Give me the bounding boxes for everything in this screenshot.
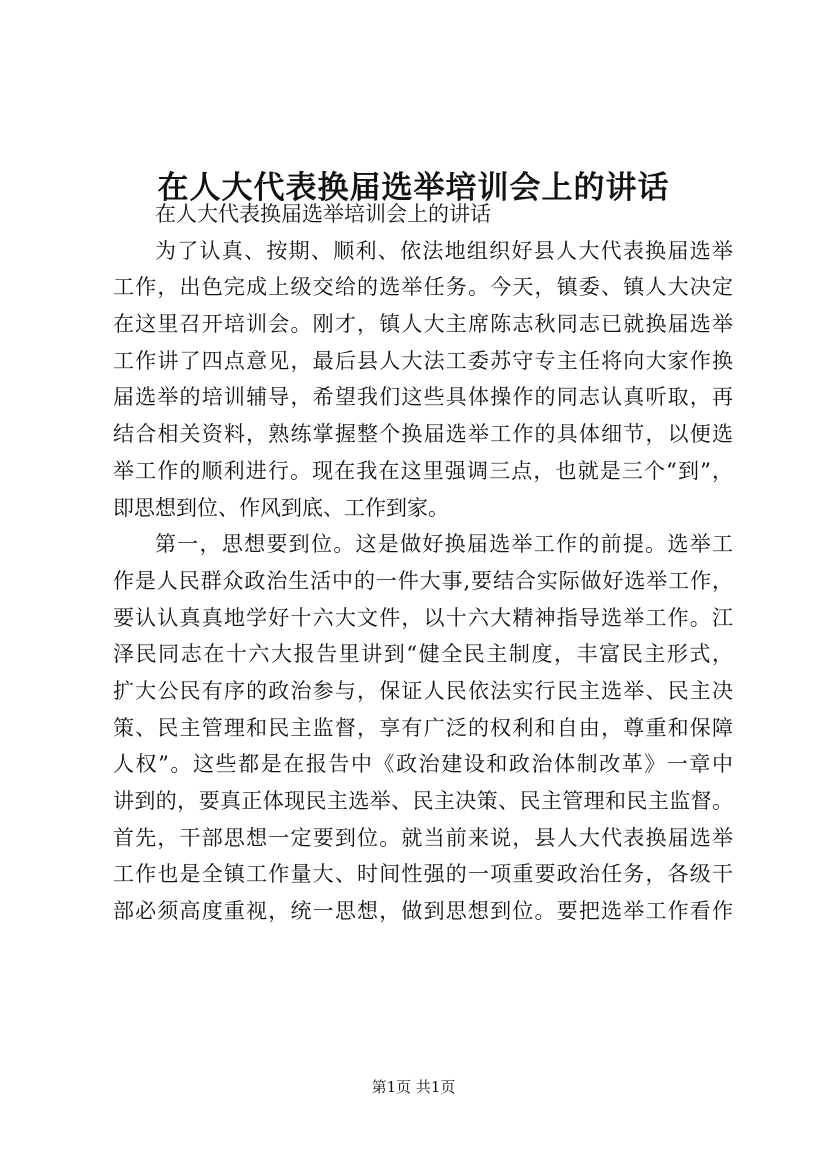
paragraph-line: 为了认真、按期、顺利、依法地组织好县人大代表换届选举 [155, 238, 733, 263]
paragraph-line: 工作，出色完成上级交给的选举任务。今天，镇委、镇人大决定 [113, 275, 733, 300]
page-title: 在人大代表换届选举培训会上的讲话 [157, 169, 670, 206]
paragraph-line: 首先，干部思想一定要到位。就当前来说，县人大代表换届选举 [113, 825, 733, 850]
paragraph-line: 工作也是全镇工作量大、时间性强的一项重要政治任务，各级干 [113, 862, 733, 887]
paragraph-line: 扩大公民有序的政治参与，保证人民依法实行民主选举、民主决 [113, 678, 733, 703]
document-body [113, 196, 733, 930]
paragraph-line: 讲到的，要真正体现民主选举、民主决策、民主管理和民主监督。 [113, 789, 733, 813]
paragraph-line: 第一，思想要到位。这是做好换届选举工作的前提。选举工 [155, 532, 733, 557]
paragraph-line: 泽民同志在十六大报告里讲到“健全民主制度，丰富民主形式， [113, 642, 733, 667]
subtitle-line: 在人大代表换届选举培训会上的讲话 [155, 202, 491, 226]
paragraph-line: 在这里召开培训会。刚才，镇人大主席陈志秋同志已就换届选举 [113, 312, 733, 337]
paragraph-line: 届选举的培训辅导，希望我们这些具体操作的同志认真听取，再 [113, 385, 733, 410]
paragraph-line: 结合相关资料，熟练掌握整个换届选举工作的具体细节，以便选 [113, 422, 733, 447]
paragraph-line: 工作讲了四点意见，最后县人大法工委苏守专主任将向大家作换 [113, 348, 733, 373]
page-number: 第1页 共1页 [371, 1078, 456, 1096]
paragraph-line: 策、民主管理和民主监督，享有广泛的权利和自由，尊重和保障 [113, 715, 733, 740]
paragraph-line: 要认认真真地学好十六大文件，以十六大精神指导选举工作。江 [113, 605, 733, 630]
paragraph-line: 举工作的顺利进行。现在我在这里强调三点，也就是三个“到”， [113, 458, 733, 483]
paragraph-line: 作是人民群众政治生活中的一件大事,要结合实际做好选举工作， [113, 568, 733, 593]
paragraph-line: 人权”。这些都是在报告中《政治建设和政治体制改革》一章中 [113, 752, 733, 777]
paragraph-line: 即思想到位、作风到底、工作到家。 [113, 495, 449, 520]
paragraph-line: 部必须高度重视，统一思想，做到思想到位。要把选举工作看作 [113, 899, 733, 924]
